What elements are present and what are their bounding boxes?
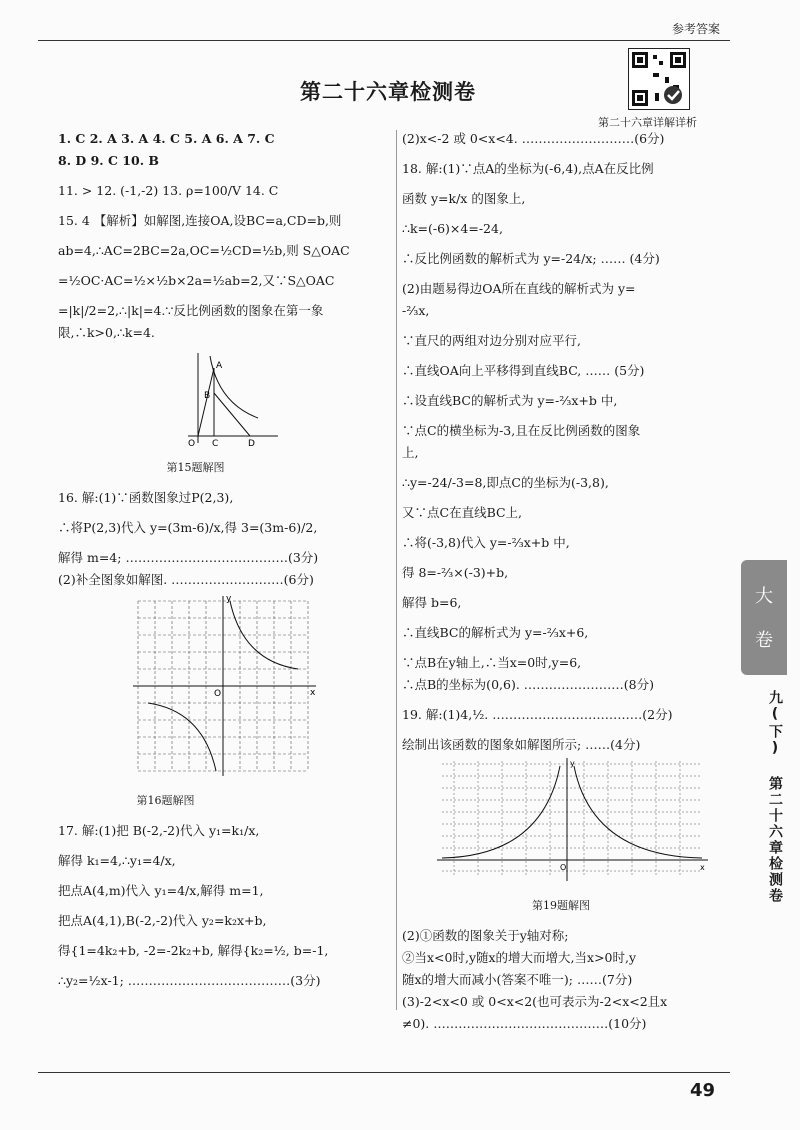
volume-tab	[741, 560, 787, 675]
footer-rule	[38, 1072, 730, 1073]
svg-text:O: O	[560, 863, 567, 872]
svg-text:C: C	[212, 439, 219, 448]
answer-line: -⅔x,	[402, 303, 430, 318]
answer-line: (3)-2<x<0 或 0<x<2(也可表示为-2<x<2且x	[402, 994, 668, 1009]
answer-line: 解得 m=4; …………………………………(3分)	[58, 550, 319, 565]
answer-line: ∴将(-3,8)代入 y=-⅔x+b 中,	[402, 535, 570, 550]
answer-line: ∴y₂=½x-1; …………………………………(3分)	[58, 973, 321, 988]
answer-line: ∴y=-24/-3=8,即点C的坐标为(-3,8),	[402, 475, 609, 490]
answer-line: 限,∴k>0,∴k=4.	[58, 325, 155, 340]
answer-line: 解得 b=6,	[402, 595, 462, 610]
figure-caption: 第19题解图	[532, 899, 590, 912]
answer-line: (2)补全图象如解图. ………………………(6分)	[58, 572, 314, 587]
answer-line: 得{1=4k₂+b, -2=-2k₂+b, 解得{k₂=½, b=-1,	[58, 943, 329, 958]
answer-line: ∴反比例函数的解析式为 y=-24/x; …… (4分)	[402, 251, 660, 266]
tab-char: 大	[755, 586, 773, 607]
svg-text:O: O	[214, 689, 222, 699]
answer-line: 19. 解:(1)4,½. ………………………………(2分)	[402, 707, 673, 722]
answer-line: 解得 k₁=4,∴y₁=4/x,	[58, 853, 176, 868]
figure-15	[178, 348, 288, 448]
svg-text:x: x	[700, 863, 705, 872]
header-rule	[38, 40, 730, 41]
answer-line: =|k|/2=2,∴|k|=4.∵反比例函数的图象在第一象	[58, 303, 324, 318]
answer-line: 得 8=-⅔×(-3)+b,	[402, 565, 509, 580]
left-column	[58, 128, 393, 992]
answer-line: ∵直尺的两组对边分别对应平行,	[402, 333, 581, 348]
answer-line: ∴直线BC的解析式为 y=-⅔x+6,	[402, 625, 589, 640]
header-label: 参考答案	[671, 22, 720, 36]
answer-line: ∵点B在y轴上,∴当x=0时,y=6,	[402, 655, 582, 670]
page-number: 49	[690, 1080, 716, 1101]
svg-text:B: B	[204, 391, 211, 401]
answer-line: ∴设直线BC的解析式为 y=-⅔x+b 中,	[402, 393, 618, 408]
answer-line: 又∵点C在直线BC上,	[402, 505, 523, 520]
svg-text:D: D	[248, 439, 255, 448]
answer-line: 18. 解:(1)∵点A的坐标为(-6,4),点A在反比例	[402, 161, 654, 176]
answer-line: ∴点B的坐标为(0,6). ……………………(8分)	[402, 677, 654, 692]
answer-line: 把点A(4,m)代入 y₁=4/x,解得 m=1,	[58, 883, 264, 898]
answer-line: ∴将P(2,3)代入 y=(3m-6)/x,得 3=(3m-6)/2,	[58, 520, 318, 535]
answer-line: 绘制出该函数的图象如解图所示; ……(4分)	[402, 737, 641, 752]
answer-line: 16. 解:(1)∵函数图象过P(2,3),	[58, 490, 234, 505]
svg-text:y: y	[226, 594, 232, 604]
svg-text:x: x	[310, 688, 316, 698]
figure-caption: 第16题解图	[136, 794, 195, 807]
figure-caption: 第15题解图	[166, 461, 225, 474]
answer-line: =½OC·AC=½×½b×2a=½ab=2,又∵S△OAC	[58, 273, 335, 288]
answer-line: 8. D 9. C 10. B	[58, 153, 159, 168]
chapter-sidebar: 九(下) 第二十六章检测卷	[767, 690, 783, 904]
answer-line: 随x的增大而减小(答案不唯一); ……(7分)	[402, 972, 633, 987]
answer-line: ab=4,∴AC=2BC=2a,OC=½CD=½b,则 S△OAC	[58, 243, 350, 258]
tab-char: 卷	[755, 630, 773, 651]
answer-line: ∵点C的横坐标为-3,且在反比例函数的图象	[402, 423, 641, 438]
figure-16-grid	[118, 591, 318, 781]
answer-line: 上,	[402, 445, 419, 460]
svg-text:y: y	[570, 759, 575, 768]
answer-line: 11. > 12. (-1,-2) 13. ρ=100/V 14. C	[58, 183, 279, 198]
svg-text:A: A	[216, 361, 223, 371]
answer-line: ≠0). ……………………………………(10分)	[402, 1016, 647, 1031]
svg-text:O: O	[188, 439, 196, 448]
figure-19-grid	[432, 756, 712, 886]
answer-line: (2)由题易得边OA所在直线的解析式为 y=	[402, 281, 636, 296]
answer-line: ∴k=(-6)×4=-24,	[402, 221, 503, 236]
answer-line: 17. 解:(1)把 B(-2,-2)代入 y₁=k₁/x,	[58, 823, 260, 838]
answer-line: (2)x<-2 或 0<x<4. ………………………(6分)	[402, 131, 665, 146]
answer-line: 15. 4 【解析】如解图,连接OA,设BC=a,CD=b,则	[58, 213, 342, 228]
right-column	[402, 128, 720, 1035]
page-title: 第二十六章检测卷	[300, 80, 476, 104]
answer-line: (2)①函数的图象关于y轴对称;	[402, 928, 569, 943]
answer-line: ∴直线OA向上平移得到直线BC, …… (5分)	[402, 363, 645, 378]
column-divider	[396, 130, 397, 1010]
qr-code[interactable]	[628, 48, 690, 110]
answer-line: 1. C 2. A 3. A 4. C 5. A 6. A 7. C	[58, 131, 275, 146]
answer-line: 把点A(4,1),B(-2,-2)代入 y₂=k₂x+b,	[58, 913, 267, 928]
qr-caption: 第二十六章详解详析	[598, 116, 697, 129]
answer-line: ②当x<0时,y随x的增大而增大,当x>0时,y	[402, 950, 637, 965]
answer-line: 函数 y=k/x 的图象上,	[402, 191, 526, 206]
